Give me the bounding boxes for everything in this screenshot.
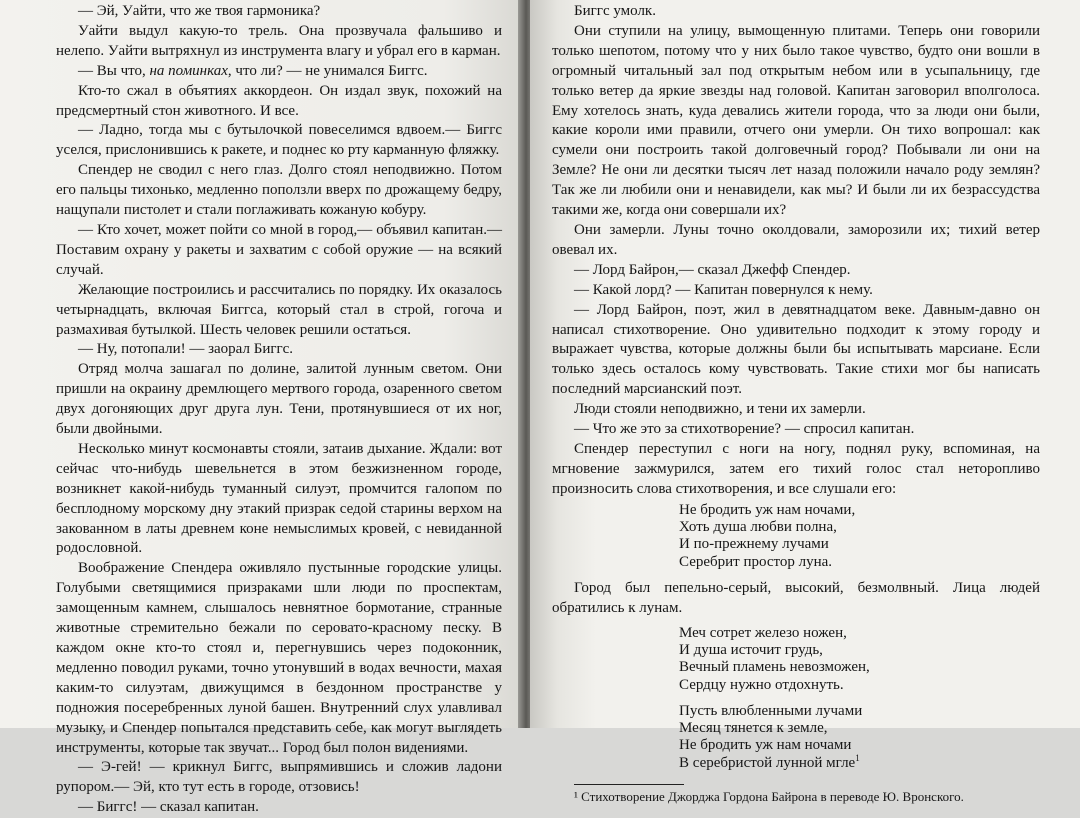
poem-line-text: В серебристой лунной мгле [679,754,856,771]
paragraph: — Биггс! — сказал капитан. [78,799,259,816]
paragraph: — Что же это за стихотворение? — спросил капитан. [574,421,915,438]
poem-line: Серебрит простор луна. [679,553,833,570]
poem-stanza-3 [679,703,1040,772]
left-text-column [56,2,502,818]
paragraph: — Кто хочет, может пойти со мной в город,— объявил капитан.— Поставим охрану у ракеты и захватим с собой оружие — на всякий случай. [56,221,502,278]
footnote-rule [574,784,684,785]
paragraph: — Эй, Уайти, что же твоя гармоника? [78,3,321,19]
right-text-column [552,2,1040,805]
paragraph: — Ладно, тогда мы с бутылочкой повеселимся вдвоем.— Биггс уселся, прислонившись к ракете, и поднес ко рту карманную фляжку. [56,122,502,159]
poem-line: Пусть влюбленными лучами [679,702,863,719]
poem-stanza-1 [679,502,1040,571]
poem-line [679,752,1040,772]
paragraph: Уайти выдул какую-то трель. Она прозвучала фальшиво и нелепо. Уайти вытряхнул из инструмента влагу и убрал его в карман. [56,22,502,59]
paragraph: — Лорд Байрон, поэт, жил в девятнадцатом веке. Давным-давно он написал стихотворение. Оно удивительно подходит к этому городу и выражает чувства, которые должны были бы испытывать марсиане. Если только здесь осталось кому чувствовать. Такие стихи мог бы написать последний марсианский поэт. [552,301,1040,398]
paragraph: Спендер не сводил с него глаз. Долго стоял неподвижно. Потом его пальцы тихонько, медленно поползли вверх по дрожащему бедру, нащупали пистолет и стали поглаживать кожаную кобуру. [56,162,502,219]
left-page [0,0,522,816]
paragraph: — Какой лорд? — Капитан повернулся к нему. [574,281,873,298]
poem-line: Не бродить уж нам ночами [679,737,852,754]
poem-line: Сердцу нужно отдохнуть. [679,676,844,693]
paragraph: Кто-то сжал в объятиях аккордеон. Он издал звук, похожий на предсмертный стон животного. И все. [56,82,502,119]
poem-stanza-2 [679,625,1040,694]
poem-line: Месяц тянется к земле, [679,720,828,737]
poem-line: Хоть душа любви полна, [679,518,837,535]
paragraph: Желающие построились и рассчитались по порядку. Их оказалось четырнадцать, включая Биггса, который стал в строй, гогоча и размахивая бутылкой. Шесть человек решили остаться. [56,281,502,338]
paragraph: — Лорд Байрон,— сказал Джефф Спендер. [574,261,851,278]
paragraph: Люди стояли неподвижно, и тени их замерли. [574,401,866,418]
paragraph: — Вы что, на поминках, что ли? — не унимался Биггс. [78,62,428,79]
poem-line: Вечный пламень невозможен, [679,659,870,676]
right-page [530,0,1080,805]
poem-line: И по-прежнему лучами [679,536,829,553]
paragraph: Несколько минут космонавты стояли, затаив дыхание. Ждали: вот сейчас что-нибудь шевельнется в этом безжизненном городе, возникнет какой-нибудь туманный силуэт, промчится галопом по бесплодному морскому дну этакий призрак седой старины верхом на закованном в латы древнем коне немыслимых кровей, с невиданной родословной. [56,440,502,557]
paragraph: Они замерли. Луны точно околдовали, заморозили их; тихий ветер овевал их. [552,221,1040,258]
paragraph: Спендер переступил с ноги на ногу, поднял руку, вспоминая, на мгновение зажмурился, затем его тихий голос стал неторопливо произносить слова стихотворения, и все слушали его: [552,440,1040,497]
poem-line: Не бродить уж нам ночами, [679,501,856,518]
paragraph: Воображение Спендера оживляло пустынные городские улицы. Голубыми светящимися призраками шли люди по проспектам, замощенным камнем, слышалось невнятное бормотание, странные животные стремительно бежали по серовато-красному песку. В каждом окне кто-то стоял и, перегнувшись через подоконник, медленно поводил руками, точно утонувший в водах вечности, махая каким-то силуэтам, движущимся в бездонном пространстве у подножия посеребренных луной башен. Внутренний слух улавливал музыку, и Спендер попытался представить себе, как могут выглядеть инструменты, которые так звучат... Город был полон видениями. [56,560,502,756]
paragraph: Отряд молча зашагал по долине, залитой лунным светом. Они пришли на окраину дремлющего мертвого города, озаренного светом двух догоняющих друг друга лун. Тени, протянувшиеся от их ног, были двойными. [56,361,502,438]
paragraph: — Э-гей! — крикнул Биггс, выпрямившись и сложив ладони рупором.— Эй, кто тут есть в городе, отзовись! [56,759,502,796]
paragraph: — Ну, потопали! — заорал Биггс. [78,341,294,358]
poem-line: Меч сотрет железо ножен, [679,624,847,641]
poem-line: И душа источит грудь, [679,641,823,658]
paragraph: Город был пепельно-серый, высокий, безмолвный. Лица людей обратились к лунам. [552,579,1040,616]
paragraph: Они ступили на улицу, вымощенную плитами. Теперь они говорили только шепотом, потому что у них было такое чувство, будто они вошли в огромный читальный зал под открытым небом или в усыпальницу, где только ветер да яркие звезды над головой. Капитан заговорил вполголоса. Ему хотелось знать, куда девались жители города, что за люди они были, какие короли ими правили, отчего они умерли. Он тихо вопрошал: как сумели они построить такой долговечный город? Побывали ли они на Земле? Не они ли десятки тысяч лет назад положили начало роду землян? Так же ли любили они и ненавидели, как мы? И были ли их безрассудства такими же, когда они совершали их? [552,22,1040,219]
footnote: ¹ Стихотворение Джорджа Гордона Байрона в переводе Ю. Вронского. [574,789,964,805]
footnote-marker: 1 [855,752,860,763]
paragraph: Биггс умолк. [574,3,656,19]
